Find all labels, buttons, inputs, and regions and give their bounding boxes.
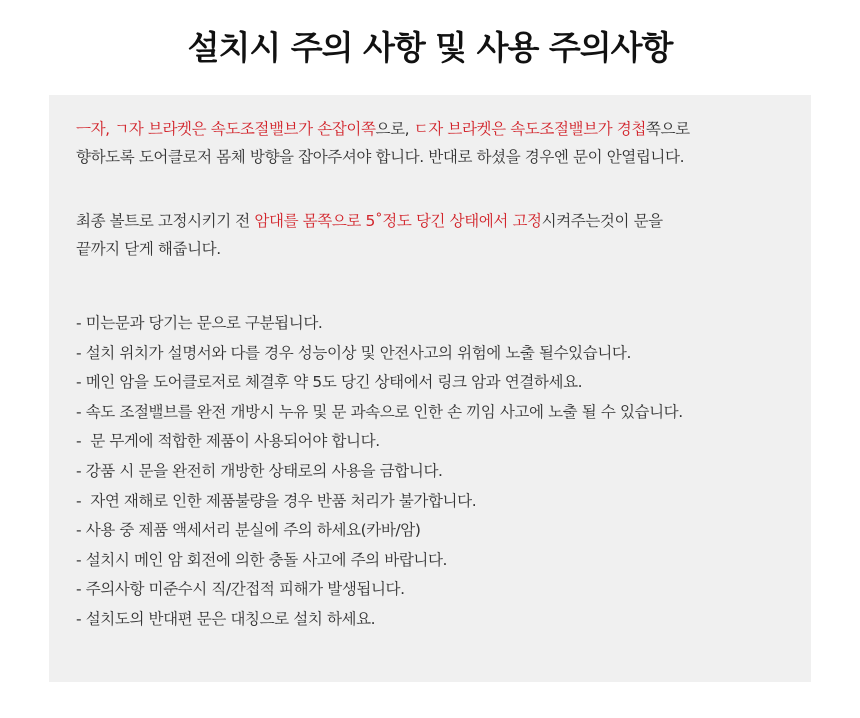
bolt-text-1: 최종 볼트로 고정시키기 전 [76,212,255,230]
page-title: 설치시 주의 사항 및 사용 주의사항 [187,28,673,67]
bracket-text-2: 으로, [375,120,414,138]
list-item: - 메인 암을 도어클로저로 체결후 약 5도 당긴 상태에서 링크 암과 연결하세요. [76,373,583,392]
list-item: - 미는문과 당기는 문으로 구분됩니다. [76,314,323,332]
bolt-text-4: 끝까지 닫게 해줍니다. [76,240,221,258]
notice-box [49,95,811,682]
list-item: - 설치시 메인 암 회전에 의한 충돌 사고에 주의 바랍니다. [76,550,448,569]
spacer [76,171,785,207]
list-item: - 사용 중 제품 액세서리 분실에 주의 하세요(카바/암) [76,521,421,540]
bracket-text-5: 향하도록 도어클로저 몸체 방향을 잡아주셔야 합니다. 반대로 하셨을 경우엔 문이 안열립니다. [76,148,685,166]
bracket-text-3: ㄷ자 브라켓은 속도조절밸브가 경첩 [413,120,646,138]
paragraph-bracket-direction [76,115,785,171]
paragraph-final-bolt [76,207,785,263]
list-item: - 문 무게에 적합한 제품이 사용되어야 합니다. [76,432,380,451]
caution-list [76,309,785,635]
bolt-text-2: 암대를 몸쪽으로 5˚정도 당긴 상태에서 고정 [254,212,542,230]
list-item: - 주의사항 미준수시 직/간접적 피해가 발생됩니다. [76,580,405,599]
list-item: - 설치 위치가 설명서와 다를 경우 성능이상 및 안전사고의 위험에 노출 될수있습니다. [76,343,632,362]
bolt-text-3: 시켜주는것이 문을 [541,212,663,230]
list-item: - 속도 조절밸브를 완전 개방시 누유 및 문 과속으로 인한 손 끼임 사고에 노출 될 수 있습니다. [76,402,683,421]
list-item: - 강품 시 문을 완전히 개방한 상태로의 사용을 금합니다. [76,461,443,480]
list-item: - 설치도의 반대편 문은 대칭으로 설치 하세요. [76,609,376,628]
spacer [76,263,785,309]
list-item: - 자연 재해로 인한 제품불량을 경우 반품 처리가 불가합니다. [76,491,477,510]
bracket-text-1: ㅡ자, ㄱ자 브라켓은 속도조절밸브가 손잡이쪽 [76,120,376,138]
bracket-text-4: 쪽으로 [645,120,690,138]
